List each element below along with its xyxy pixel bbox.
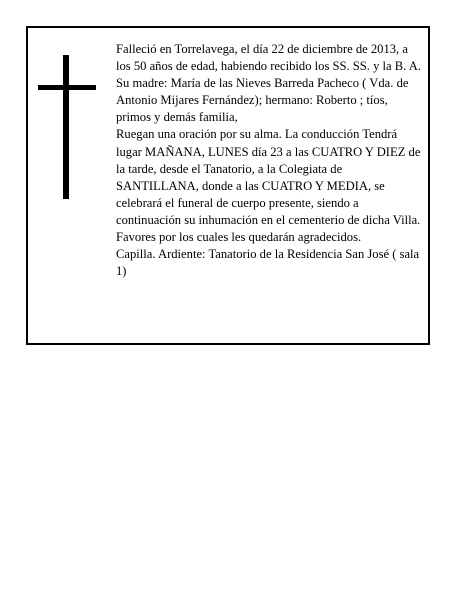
latin-cross-icon [38,55,96,199]
obituary-notice [26,26,430,345]
cross-horizontal-bar [38,85,96,90]
notice-text [116,41,422,280]
cross-vertical-bar [63,55,69,199]
funeral-details-paragraph: Ruegan una oración por su alma. La conducción Tendrá lugar MAÑANA, LUNES día 23 a las CUATRO Y DIEZ de la tarde, desde el Tanatorio, a la Colegiata de SANTILLANA, donde a las CUATRO Y MEDIA, se celebrará el funeral de cuerpo presente, siendo a continuación su inhumación en el cementerio de dicha Villa. Favores por los cuales les quedarán agradecidos. [116,127,421,245]
family-paragraph: Su madre: María de las Nieves Barreda Pacheco ( Vda. de Antonio Mijares Fernández); hermano: Roberto ; tíos, primos y demás familia, [116,76,409,125]
death-announcement-paragraph: Falleció en Torrelavega, el día 22 de diciembre de 2013, a los 50 años de edad, habiendo recibido los SS. SS. y la B. A. [116,42,422,74]
chapel-paragraph: Capilla. Ardiente: Tanatorio de la Residencia San José ( sala 1) [116,247,420,279]
